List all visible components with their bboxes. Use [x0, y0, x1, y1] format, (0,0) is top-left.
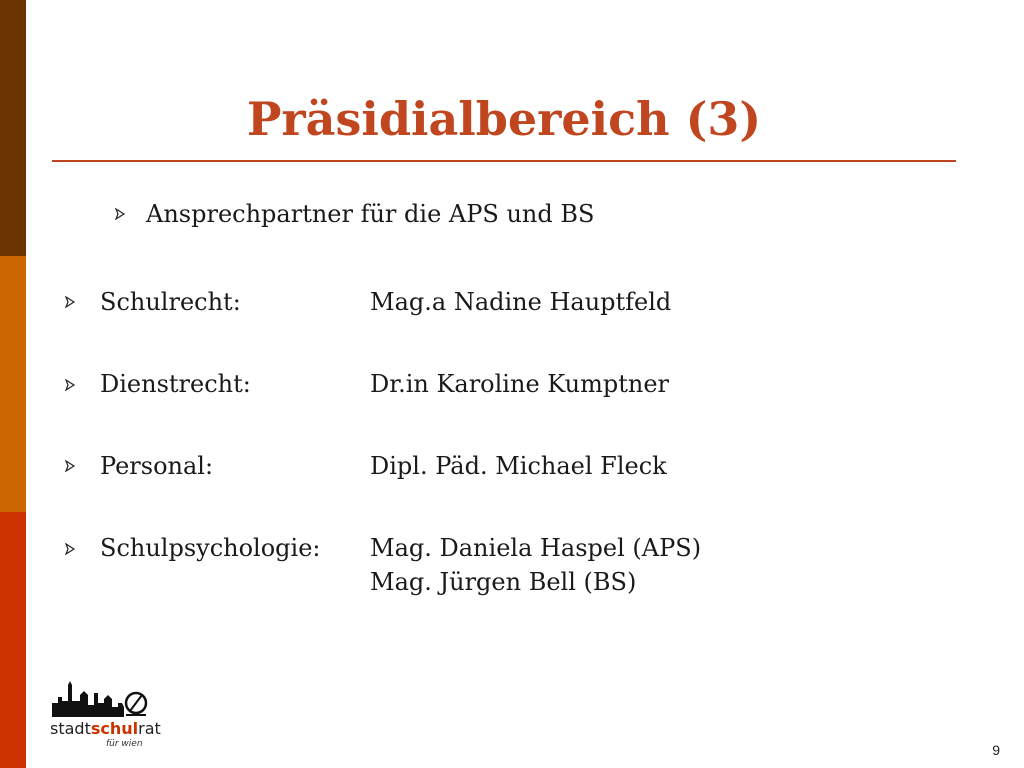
- arrow-bullet-icon: [64, 296, 76, 308]
- city-skyline-icon: [50, 675, 150, 719]
- left-color-bar: [0, 0, 26, 768]
- slide-title: Präsidialbereich (3): [246, 92, 762, 146]
- logo-subtext: für wien: [106, 739, 143, 749]
- row-value: Mag.a Nadine Hauptfeld: [370, 288, 672, 316]
- row-label: Personal:: [100, 452, 214, 480]
- row-label: Schulpsychologie:: [100, 534, 321, 562]
- row-value-secondary: Mag. Jürgen Bell (BS): [370, 568, 637, 596]
- subtitle-bullet-text: Ansprechpartner für die APS und BS: [146, 200, 595, 228]
- logo-wordmark: stadtschulrat: [50, 719, 161, 738]
- arrow-bullet-icon: [64, 379, 76, 391]
- row-label: Dienstrecht:: [100, 370, 251, 398]
- row-value: Dr.in Karoline Kumptner: [370, 370, 670, 398]
- sidebar-segment-red: [0, 512, 26, 768]
- row-label: Schulrecht:: [100, 288, 241, 316]
- sidebar-segment-brown: [0, 0, 26, 256]
- row-value: Dipl. Päd. Michael Fleck: [370, 452, 667, 480]
- arrow-bullet-icon: [114, 208, 126, 220]
- row-value: Mag. Daniela Haspel (APS): [370, 534, 702, 562]
- arrow-bullet-icon: [64, 543, 76, 555]
- page-number: 9: [992, 742, 1000, 758]
- title-underline: [52, 160, 956, 162]
- arrow-bullet-icon: [64, 460, 76, 472]
- sidebar-segment-orange: [0, 256, 26, 512]
- stadtschulrat-logo: [50, 675, 160, 750]
